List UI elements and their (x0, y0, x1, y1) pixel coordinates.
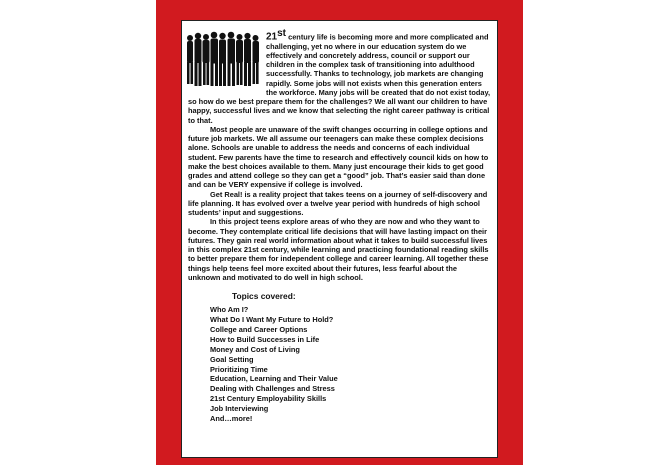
topic-item: And…more! (210, 414, 253, 424)
topic-item: Education, Learning and Their Value (210, 374, 338, 384)
body-paragraph: In this project teens explore areas of who they are now and who they want to become. They contemplate critical life decisions that will have lasting impact on their futures. They gain real world information about what it takes to build successful lives in this complex 21st century, while learning and practicing foundational reading skills to better prepare them for independent college and career learning. All together these things help teens feel more excited about their futures, less fearful about the unknown and motivated to do well in high school. (188, 217, 489, 282)
topic-item: Job Interviewing (210, 404, 269, 414)
intro-block (188, 29, 491, 282)
flyer-panel (181, 20, 498, 458)
intro-number: 21 (266, 31, 278, 43)
topic-item: What Do I Want My Future to Hold? (210, 315, 334, 325)
topic-item: Money and Cost of Living (210, 344, 300, 354)
topics-list (188, 292, 491, 424)
intro-text: century life is becoming more and more complicated and challenging, yet no where in our education system do we effectively and concretely address, council or support our children in the complex task of transitioning into adulthood successfully. Thanks to technology, job markets are changing rapidly. Some jobs will not exists when this generation enters the workforce. Many jobs will be created that do not exist today, so how do we best prepare them for the challenges? We all want our children to have happy, successful lives and we know that selecting the right career pathway is critical to that. (188, 32, 491, 125)
topic-item: College and Career Options (210, 324, 308, 334)
topic-item: Dealing with Challenges and Stress (210, 384, 335, 394)
topic-item: Prioritizing Time (210, 364, 268, 374)
body-paragraph: Get Real! is a reality project that takes teens on a journey of self-discovery and life planning. It has evolved over a twelve year period with hundreds of high school students’ input and suggestions. (188, 189, 488, 218)
topic-item: Who Am I? (210, 305, 249, 315)
topics-title: Topics covered: (232, 291, 296, 302)
body-paragraph: Most people are unaware of the swift changes occurring in college options and future job markets. We all assume our teenagers can make these complex decisions alone. Schools are unable to address the needs and concerns of each individual student. Few parents have the time to research and effectively council kids on how to make the best choices available to them. Many just encourage their kids to get good grades and attend college so they can get a “good” job. That’s easier said than done and can be VERY expensive if college is involved. (188, 124, 489, 190)
topic-item: 21st Century Employability Skills (210, 394, 327, 404)
topic-item: How to Build Successes in Life (210, 334, 320, 344)
people-silhouette-image (184, 29, 262, 87)
intro-suffix: st (277, 28, 287, 39)
topic-item: Goal Setting (210, 354, 254, 364)
